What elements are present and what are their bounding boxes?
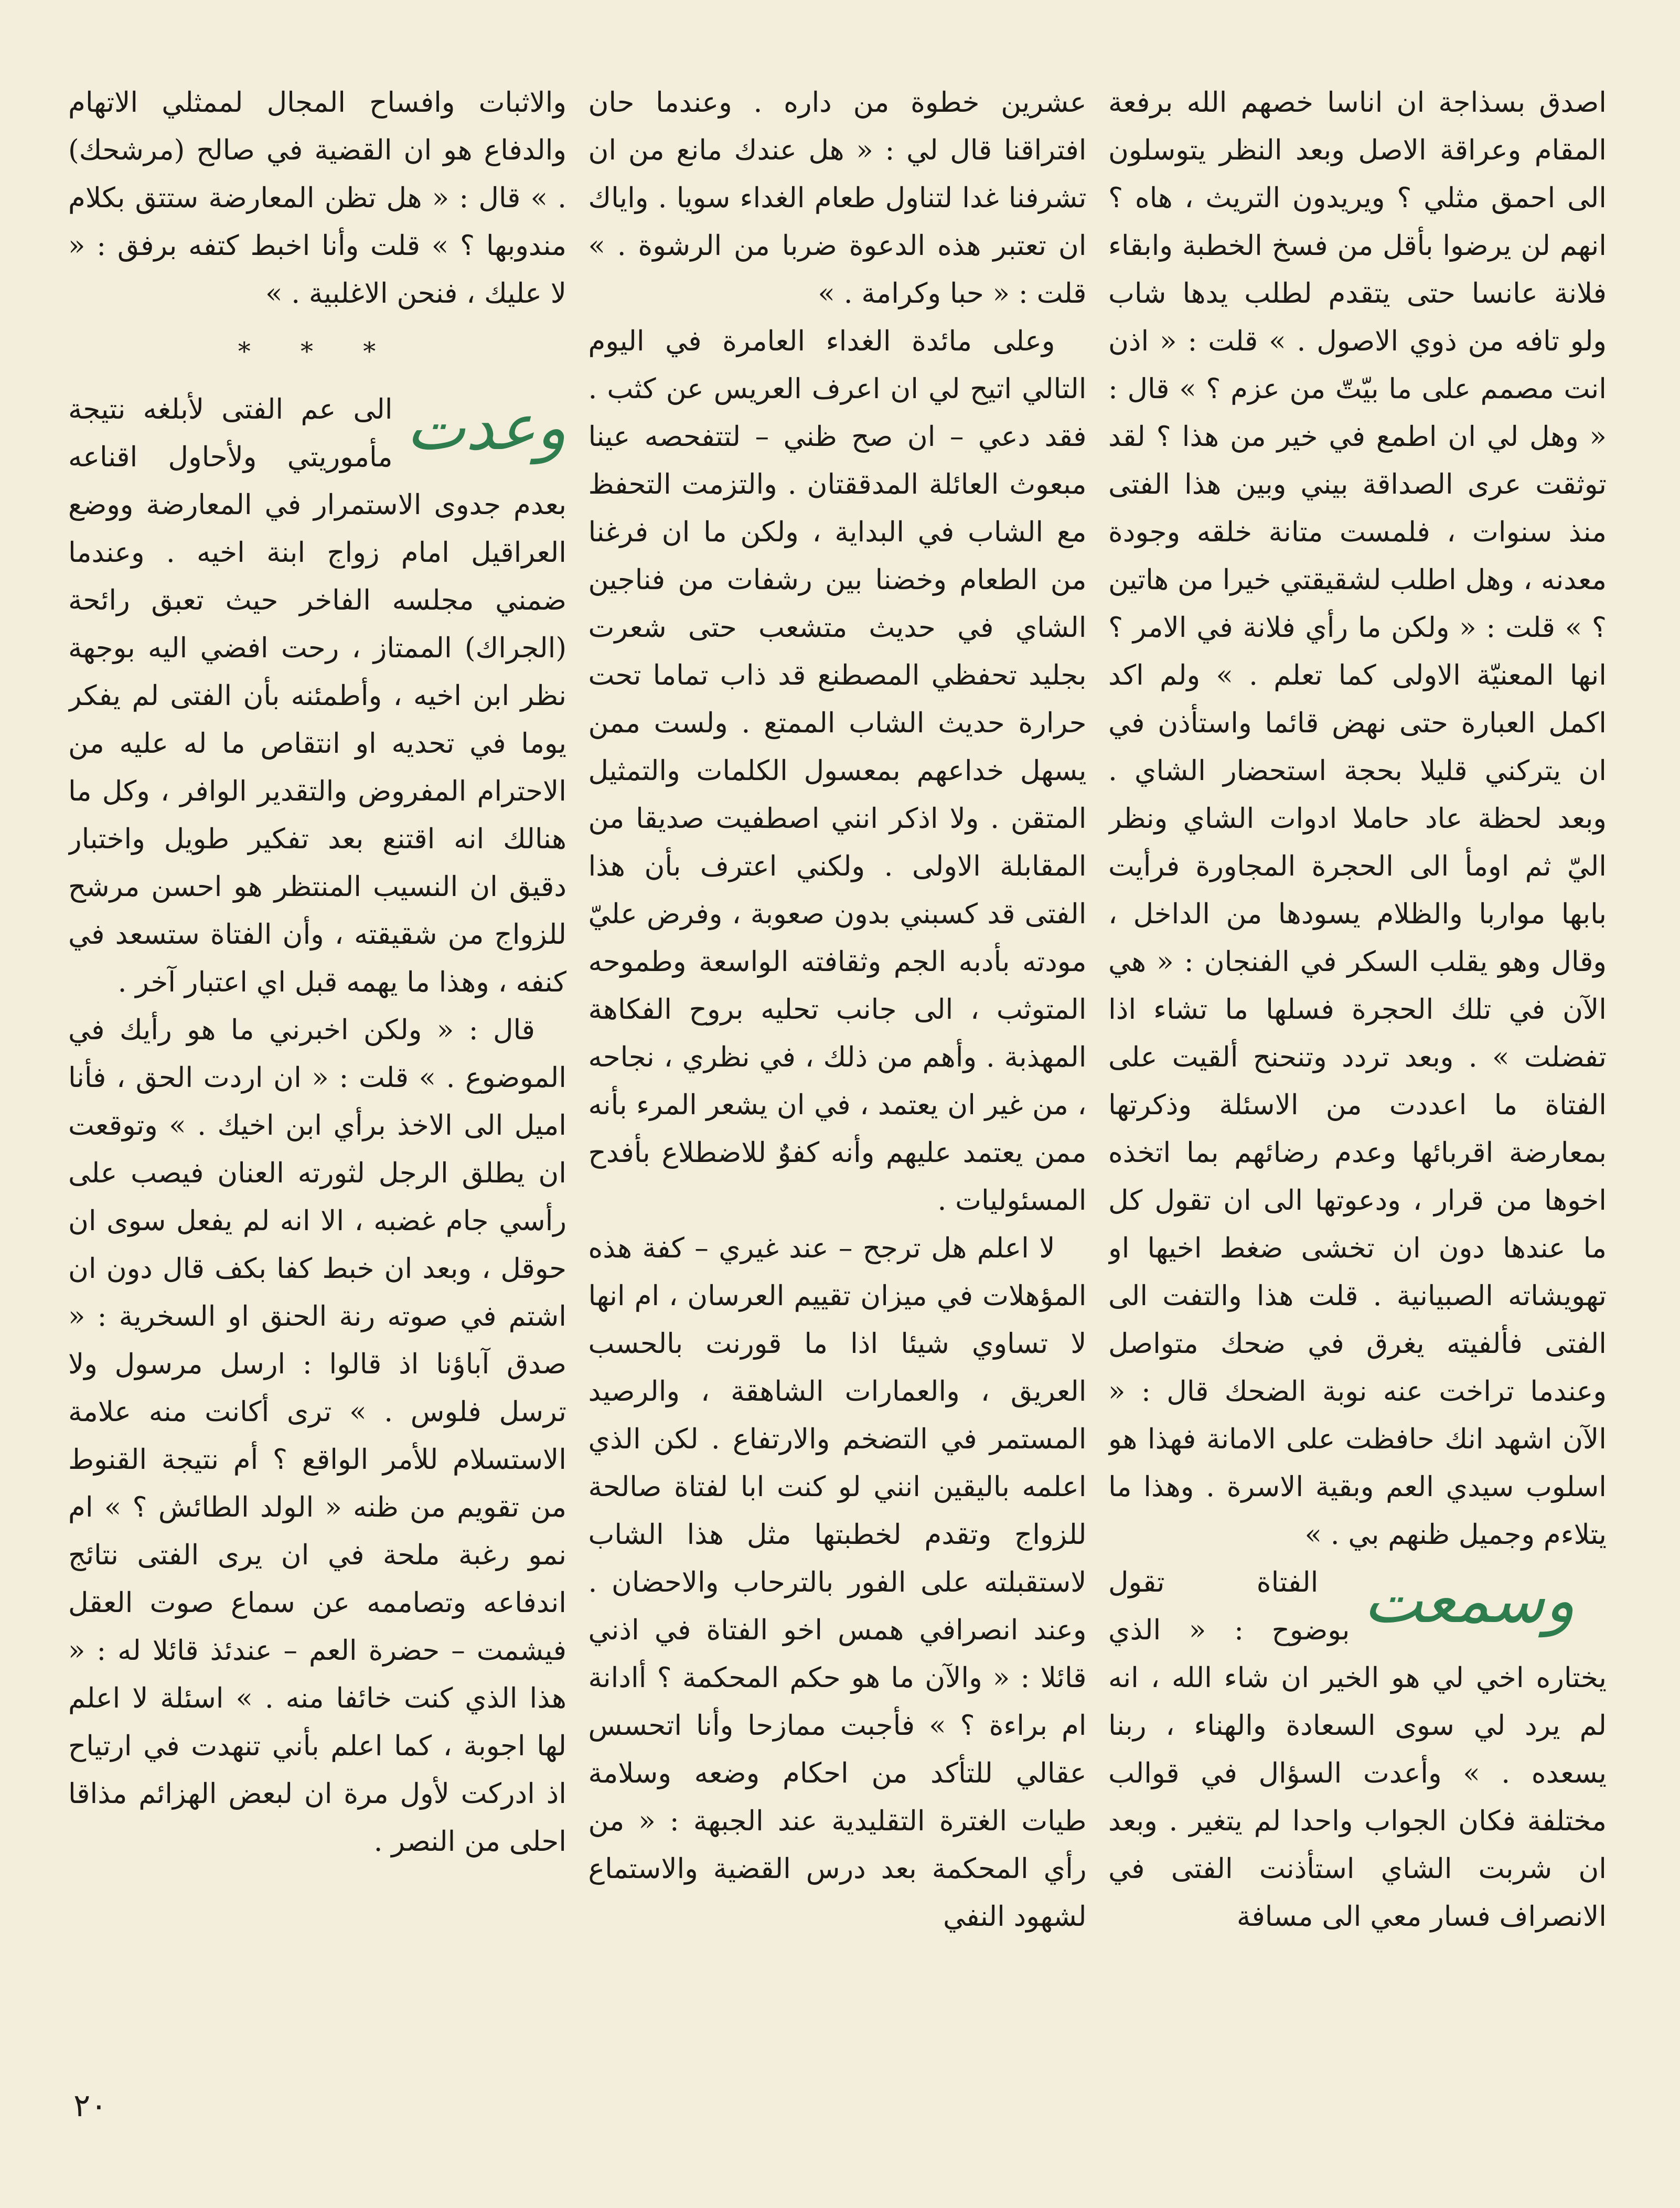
paragraph: قال : « ولكن اخبرني ما هو رأيك في الموضوع . » قلت : « ان اردت الحق ، فأنا اميل الى الاخذ برأي ابن اخيك . » وتوقعت ان يطلق الرجل لثورته العنان فيصب على رأسي جام غضبه ، الا انه لم يفعل سوى ان حوقل ، وبعد ان خبط كفا بكف قال دون ان اشتم في صوته رنة الحنق او السخرية : « صدق آباؤنا اذ قالوا : ارسل مرسول ولا ترسل فلوس . » ترى أكانت منه علامة الاستسلام للأمر الواقع ؟ أم نتيجة القنوط من تقويم من ظنه « الولد الطائش ؟ » ام نمو رغبة ملحة في ان يرى الفتى نتائج اندفاعه وتصاممه عن سماع صوت العقل فيشمت – حضرة العم – عندئذ قائلا له : « هذا الذي كنت خائفا منه . » اسئلة لا اعلم لها اجوبة ، كما اعلم بأني تنهدت في ارتياح اذ ادركت لأول مرة ان لبعض الهزائم مذاقا احلى من النصر . [68,1014,566,1858]
column-middle [588,79,1087,2072]
paragraph: والاثبات وافساح المجال لممثلي الاتهام والدفاع هو ان القضية في صالح (مرشحك) . » قال : « هل تظن المعارضة ستتق بكلام مندوبها ؟ » قلت وأنا اخبط كتفه برفق : « لا عليك ، فنحن الاغلبية . » [68,87,566,310]
section-ornament: * * * [238,337,397,366]
article-columns [68,79,1607,2072]
paragraph [1108,1559,1607,1940]
decorative-initial-word: وسمعت [1363,1564,1575,1637]
page-number: ٢٠ [73,2087,108,2124]
column-right [1108,79,1607,2072]
column-left [68,79,566,2072]
paragraph: اصدق بسذاجة ان اناسا خصهم الله برفعة المقام وعراقة الاصل وبعد النظر يتوسلون الى احمق مثلي ؟ ويريدون التريث ، هاه ؟ انهم لن يرضوا بأقل من فسخ الخطبة وابقاء فلانة عانسا حتى يتقدم لطلب يدها شاب ولو تافه من ذوي الاصول . » قلت : « اذن انت مصمم على ما بيّتّ من عزم ؟ » قال : « وهل لي ان اطمع في خير من هذا ؟ لقد توثقت عرى الصداقة بيني وبين هذا الفتى منذ سنوات ، فلمست متانة خلقه وجودة معدنه ، وهل اطلب لشقيقتي خيرا من هاتين ؟ » قلت : « ولكن ما رأي فلانة في الامر ؟ انها المعنيّة الاولى كما تعلم . » ولم اكد اكمل العبارة حتى نهض قائما واستأذن في ان يتركني قليلا بحجة استحضار الشاي . وبعد لحظة عاد حاملا ادوات الشاي ونظر اليّ ثم اومأ الى الحجرة المجاورة فرأيت بابها مواربا والظلام يسودها من الداخل ، وقال وهو يقلب السكر في الفنجان : « هي الآن في تلك الحجرة فسلها ما تشاء اذا تفضلت » . وبعد تردد وتنحنح ألقيت على الفتاة ما اعددت من الاسئلة وذكرتها بمعارضة اقربائها وعدم رضائهم بما اتخذه اخوها من قرار ، ودعوتها الى ان تقول كل ما عندها دون ان تخشى ضغط اخيها او تهويشاته الصبيانية . قلت هذا والتفت الى الفتى فألفيته يغرق في ضحك متواصل وعندما تراخت عنه نوبة الضحك قال : « الآن اشهد انك حافظت على الامانة فهذا هو اسلوب سيدي العم وبقية الاسرة . وهذا ما يتلاءم وجميل ظنهم بي . » [1108,87,1607,1551]
paragraph-text: الفتاة تقول بوضوح : « الذي يختاره اخي لي هو الخير ان شاء الله ، انه لم يرد لي سوى السعادة والهناء ، ربنا يسعده . » وأعدت السؤال في قوالب مختلفة فكان الجواب واحدا لم يتغير . وبعد ان شربت الشاي استأذنت الفتى في الانصراف فسار معي الى مسافة [1108,1566,1607,1933]
paragraph: عشرين خطوة من داره . وعندما حان افتراقنا قال لي : « هل عندك مانع من ان تشرفنا غدا لتناول طعام الغداء سويا . واياك ان تعتبر هذه الدعوة ضربا من الرشوة . » قلت : « حبا وكرامة . » [588,87,1087,310]
paragraph: وعلى مائدة الغداء العامرة في اليوم التالي اتيح لي ان اعرف العريس عن كثب . فقد دعي – ان صح ظني – لتتفحصه عينا مبعوث العائلة المدققتان . والتزمت التحفظ مع الشاب في البداية ، ولكن ما ان فرغنا من الطعام وخضنا بين رشفات من فناجين الشاي في حديث متشعب حتى شعرت بجليد تحفظي المصطنع قد ذاب تماما تحت حرارة حديث الشاب الممتع . ولست ممن يسهل خداعهم بمعسول الكلمات والتمثيل المتقن . ولا اذكر انني اصطفيت صديقا من المقابلة الاولى . ولكني اعترف بأن هذا الفتى قد كسبني بدون صعوبة ، وفرض عليّ مودته بأدبه الجم وثقافته الواسعة وطموحه المتوثب ، الى جانب تحليه بروح الفكاهة المهذبة . وأهم من ذلك ، في نظري ، نجاحه ، من غير ان يعتمد ، في ان يشعر المرء بأنه ممن يعتمد عليهم وأنه كفوٌ للاضطلاع بأفدح المسئوليات . [588,325,1087,1217]
paragraph-text: الى عم الفتى لأبلغه نتيجة مأموريتي ولأحاول اقناعه بعدم جدوى الاستمرار في المعارضة ووضع العراقيل امام زواج ابنة اخيه . وعندما ضمني مجلسه الفاخر حيث تعبق رائحة (الجراك) الممتاز ، رحت افضي اليه بوجهة نظر ابن اخيه ، وأطمئنه بأن الفتى لم يفكر يوما في تحديه او انتقاص ما له عليه من الاحترام المفروض والتقدير الوافر ، وكل ما هنالك انه اقتنع بعد تفكير طويل واختبار دقيق ان النسيب المنتظر هو احسن مرشح للزواج من شقيقته ، وأن الفتاة ستسعد في كنفه ، وهذا ما يهمه قبل اي اعتبار آخر . [68,393,566,998]
paragraph [68,386,566,1006]
paragraph: لا اعلم هل ترجح – عند غيري – كفة هذه المؤهلات في ميزان تقييم العرسان ، ام انها لا تساوي شيئا اذا ما قورنت بالحسب العريق ، والعمارات الشاهقة ، والرصيد المستمر في التضخم والارتفاع . لكن الذي اعلمه باليقين انني لو كنت ابا لفتاة صالحة للزواج وتقدم لخطبتها مثل هذا الشاب لاستقبلته على الفور بالترحاب والاحضان . وعند انصرافي همس اخو الفتاة في اذني قائلا : « والآن ما هو حكم المحكمة ؟ أادانة ام براءة ؟ » فأجبت ممازحا وأنا اتحسس عقالي للتأكد من احكام وضعه وسلامة طيات الغترة التقليدية عند الجبهة : « من رأي المحكمة بعد درس القضية والاستماع لشهود النفي [588,1232,1087,1933]
decorative-initial-word: وعدت [406,391,566,464]
